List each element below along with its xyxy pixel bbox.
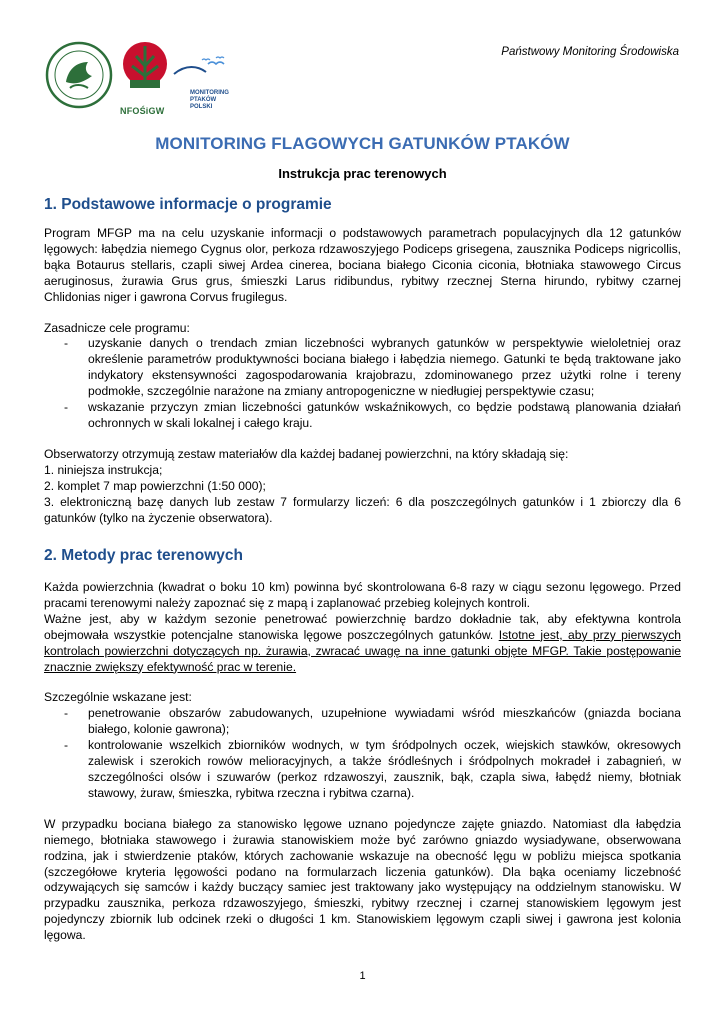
bird-logo-icon (172, 54, 232, 84)
materials-intro: Obserwatorzy otrzymują zestaw materiałów dla każdej badanej powierzchni, na który składają się: (44, 446, 569, 461)
list-item: - kontrolowanie wszelkich zbiorników wodnych, w tym śródpolnych oczek, wiejskich stawków, okresowych zalewisk i szerokich rowów melioracyjnych, a także śródleśnych i śródpolnych mokradeł i zabagnień, w szczególności olsów i szuwarów (perkoz rdzawoszyi, zausznik, bąk, czapla siwa, łabędź niemy, błotniak stawowy, żuraw, śmieszka, rybitwa rzeczna i rybitwa czarna). (44, 738, 681, 802)
list-item: - penetrowanie obszarów zabudowanych, uzupełnione wywiadami wśród mieszkańców (gniazda bociana białego, kolonie gawrona); (44, 706, 681, 738)
nfosigw-logo-text: NFOŚiGW (120, 106, 165, 116)
list-item: 3. elektroniczną bazę danych lub zestaw 7 formularzy liczeń: 6 dla poszczególnych gatunków i 1 zbiorczy dla 6 gatunków (tylko na życzenie obserwatora). (44, 494, 681, 525)
section-2-paragraph-3: W przypadku bociana białego za stanowisko lęgowe uznano pojedyncze zajęte gniazdo. Natomiast dla łabędzia niemego, błotniaka stawowego i żurawia stanowiskiem może być zarówno gniazdo wysiadywane, obserwowana rodzina, jak i stwierdzenie ptaków, których zachowanie wskazuje na obecność lęgu w pobliżu miejsca spotkania (szczegółowe kryteria lęgowości podano na formularzach liczenia gatunków). Dla bąka oceniamy liczebność odzywających się samców i każdy buczący samiec jest traktowany jako występujący na oddzielnym stanowisku. W przypadku zausznika, perkoza rdzawoszyjego, śmieszki, rybitwy rzecznej i czarnej stanowiskiem lęgowym jest pojedynczy zbiornik lub odcinek rzeki o długości 1 km. Stanowiskiem lęgowym czapli siwej i gawrona jest kolonia lęgowa. (44, 816, 681, 943)
section-1-body (44, 226, 681, 526)
section-2-paragraph-1: Każda powierzchnia (kwadrat o boku 10 km) powinna być skontrolowana 6-8 razy w ciągu sezonu lęgowego. Przed pracami terenowymi należy zapoznać się z mapą i zaplanować przebieg kolejnych kontroli. (44, 580, 681, 610)
nfosigw-logo-icon (122, 40, 168, 102)
paragraph-2-text: Ważne jest, aby w każdym sezonie penetrować powierzchnię bardzo dokładnie tak, aby efektywna kontrola obejmowała wszystkie potencjalne stanowiska lęgowe poszczególnych gatunków. (44, 611, 681, 642)
section-1-heading: 1. Podstawowe informacje o programie (44, 196, 332, 213)
goals-label: Zasadnicze cele programu: (44, 320, 190, 335)
document-subtitle: Instrukcja prac terenowych (278, 166, 447, 181)
list-item: 2. komplet 7 map powierzchni (1:50 000); (44, 478, 266, 493)
goals-list (44, 336, 681, 431)
section-2-paragraph-2 (44, 612, 681, 676)
special-label: Szczególnie wskazane jest: (44, 690, 192, 705)
ios-logo-icon (44, 40, 114, 110)
special-list (44, 706, 681, 801)
section-2-heading: 2. Metody prac terenowych (44, 547, 243, 564)
list-item: - wskazanie przyczyn zmian liczebności gatunków wskaźnikowych, co będzie podstawą planowania działań ochronnych w skali lokalnej i całego kraju. (44, 400, 681, 432)
document-title: MONITORING FLAGOWYCH GATUNKÓW PTAKÓW (155, 134, 570, 153)
header-institution: Państwowy Monitoring Środowiska (501, 46, 679, 58)
page-number: 1 (359, 970, 366, 982)
list-item: 1. niniejsza instrukcja; (44, 462, 163, 477)
list-item: - uzyskanie danych o trendach zmian liczebności wybranych gatunków w perspektywie wieloletniej oraz określenie parametrów produktywności bociana białego i łabędzia niemego. Gatunki te będą traktowane jako indykatory ekstensywności zagospodarowania krajobrazu, zdominowanego przez użytki rolne i tereny podmokłe, szczególnie narażone na zmiany antropogeniczne w niedługiej perspektywie czasu; (44, 336, 681, 400)
monitoring-ptakow-logo-text: MONITORING PTAKÓW POLSKI (190, 90, 229, 110)
section-2-body (44, 580, 681, 944)
paragraph-2-underlined-text: Istotne jest, aby przy pierwszych kontrolach powierzchni dotyczących np. żurawia, zwracać uwagę na inne gatunki objęte MFGP. Takie postępowanie znacznie zwiększy efektywność prac w terenie. (44, 627, 681, 674)
section-1-intro: Program MFGP ma na celu uzyskanie informacji o podstawowych parametrach populacyjnych dla 12 gatunków lęgowych: łabędzia niemego Cygnus olor, perkoza rdzawoszyjego Podiceps grisegena, zausznika Podiceps nigricollis, bąka Botaurus stellaris, czapli siwej Ardea cinerea, bociana białego Ciconia ciconia, błotniaka stawowego Circus aeruginosus, żurawia Grus grus, śmieszki Larus ridibundus, rybitwy rzecznej Sterna hirundo, rybitwy czarnej Chlidonias niger i gawrona Corvus frugilegus. (44, 226, 681, 304)
